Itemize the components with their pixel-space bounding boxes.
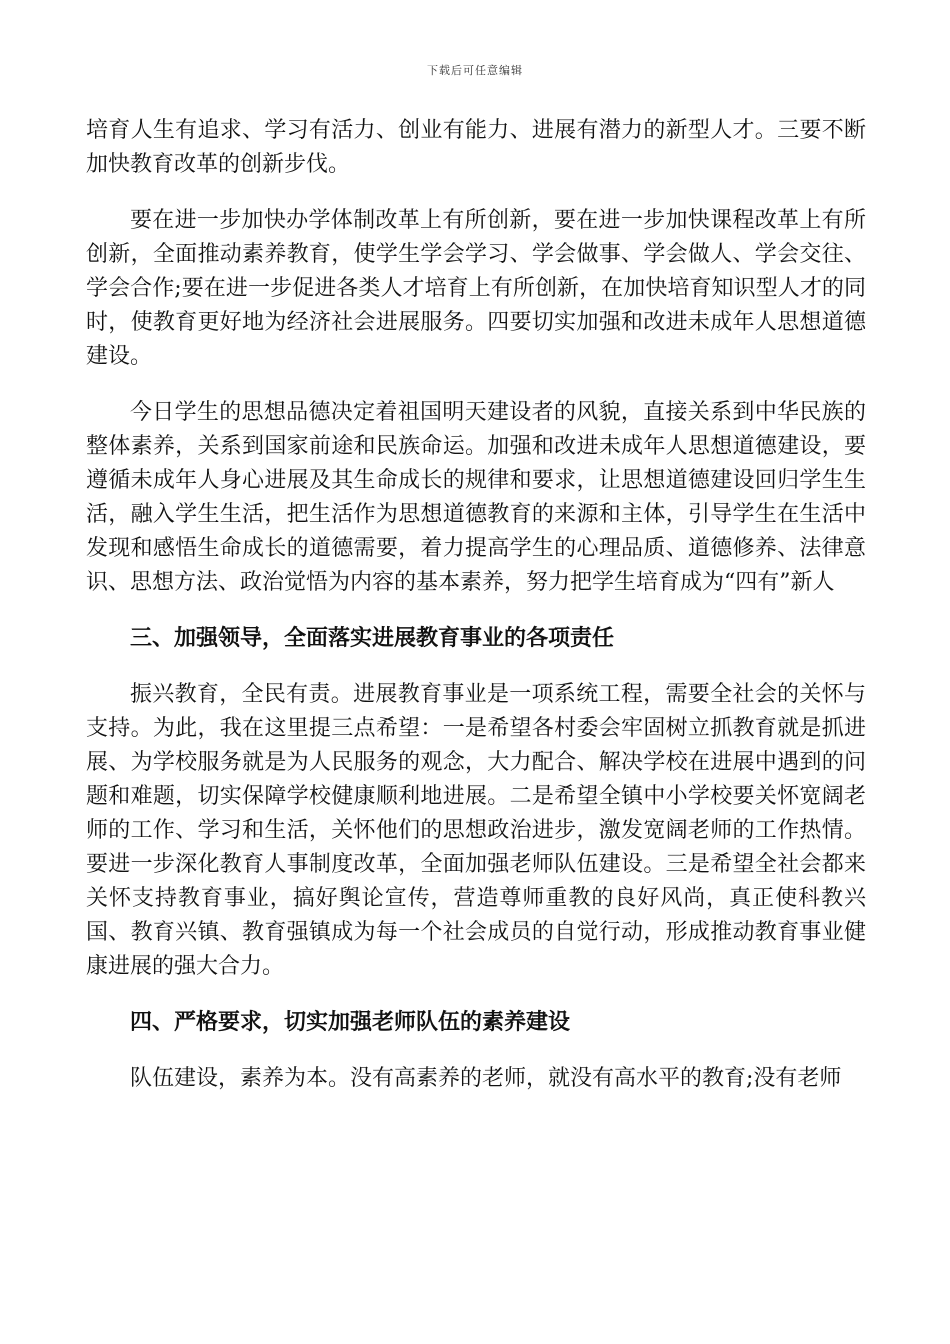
section-3-paragraph: 振兴教育，全民有责。进展教育事业是一项系统工程，需要全社会的关怀与支持。为此，我在这里提三点希望：一是希望各村委会牢固树立抓教育就是抓进展、为学校服务就是为人民服务的观念，大力配合、解决学校在进展中遇到的问题和难题，切实保障学校健康顺利地进展。二是希望全镇中小学校要关怀宽阔老师的工作、学习和生活，关怀他们的思想政治进步，激发宽阔老师的工作热情。要进一步深化教育人事制度改革，全面加强老师队伍建设。三是希望全社会都来关怀支持教育事业，搞好舆论宣传，营造尊师重教的良好风尚，真正使科教兴国、教育兴镇、教育强镇成为每一个社会成员的自觉行动，形成推动教育事业健康进展的强大合力。: [86, 682, 866, 979]
document-body: [86, 114, 866, 1118]
page-header: 下载后可任意编辑: [427, 64, 523, 77]
paragraph-2: 要在进一步加快办学体制改革上有所创新，要在进一步加快课程改革上有所创新，全面推动素养教育，使学生学会学习、学会做事、学会做人、学会交往、学会合作;要在进一步促进各类人才培育上有所创新，在加快培育知识型人才的同时，使教育更好地为经济社会进展服务。四要切实加强和改进未成年人思想道德建设。: [86, 208, 866, 369]
section-3-heading: 三、加强领导，全面落实进展教育事业的各项责任: [130, 626, 615, 651]
paragraph-1: 培育人生有追求、学习有活力、创业有能力、进展有潜力的新型人才。三要不断加快教育改革的创新步伐。: [86, 118, 866, 177]
paragraph-3: 今日学生的思想品德决定着祖国明天建设者的风貌，直接关系到中华民族的整体素养，关系到国家前途和民族命运。加强和改进未成年人思想道德建设，要遵循未成年人身心进展及其生命成长的规律和要求，让思想道德建设回归学生生活，融入学生生活，把生活作为思想道德教育的来源和主体，引导学生在生活中发现和感悟生命成长的道德需要，着力提高学生的心理品质、道德修养、法律意识、思想方法、政治觉悟为内容的基本素养，努力把学生培育成为“四有”新人: [86, 400, 866, 595]
section-4-paragraph: 队伍建设，素养为本。没有高素养的老师，就没有高水平的教育;没有老师: [130, 1066, 842, 1091]
section-4-heading: 四、严格要求，切实加强老师队伍的素养建设: [130, 1010, 571, 1035]
